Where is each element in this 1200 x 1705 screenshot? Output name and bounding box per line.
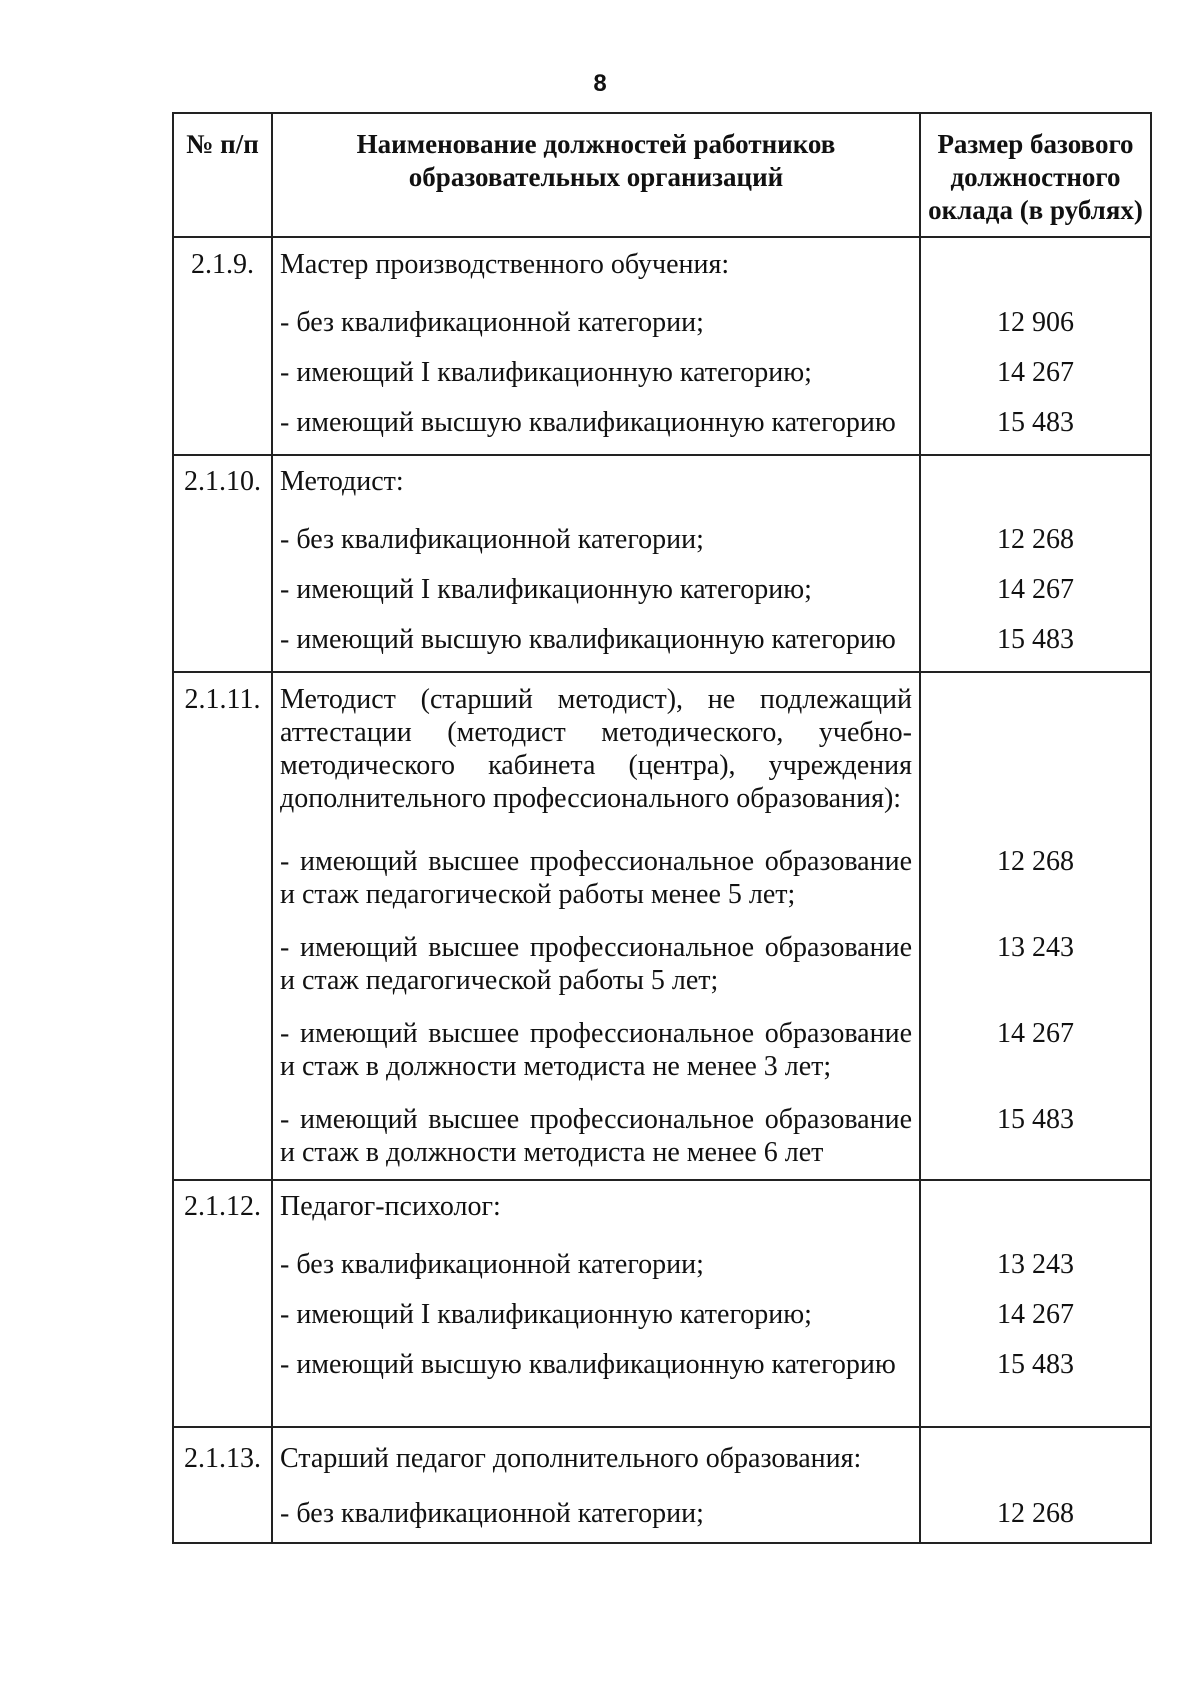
row-text: - имеющий I квалификационную категорию; xyxy=(272,573,920,623)
row-text: - имеющий I квалификационную категорию; xyxy=(272,1298,920,1348)
row-text: - имеющий высшую квалификационную категорию xyxy=(272,623,920,672)
group-title: Мастер производственного обучения: xyxy=(272,237,920,289)
table-row xyxy=(173,1103,1151,1180)
row-text: - без квалификационной категории; xyxy=(272,506,920,573)
group-title-row xyxy=(173,237,1151,289)
row-value: 12 906 xyxy=(920,289,1151,356)
row-value: 14 267 xyxy=(920,1017,1151,1103)
header-number: № п/п xyxy=(173,113,272,237)
table-row xyxy=(173,845,1151,931)
page-number: 8 xyxy=(593,70,607,97)
row-text: - имеющий высшее профессиональное образование и стаж педагогической работы 5 лет; xyxy=(272,931,920,1017)
group-title-row xyxy=(173,1427,1151,1483)
table-row xyxy=(173,1017,1151,1103)
row-value: 15 483 xyxy=(920,406,1151,455)
row-value: 13 243 xyxy=(920,1231,1151,1298)
group-title: Методист: xyxy=(272,455,920,506)
row-text: - без квалификационной категории; xyxy=(272,1483,920,1543)
table-row xyxy=(173,1298,1151,1348)
row-value: 15 483 xyxy=(920,1348,1151,1427)
group-title: Методист (старший методист), не подлежащий аттестации (методист методического, учебно-методического кабинета (центра), учреждения дополнительного профессионального образования): xyxy=(272,672,920,845)
group-title-row xyxy=(173,455,1151,506)
item-number: 2.1.10. xyxy=(173,455,272,506)
row-value: 12 268 xyxy=(920,1483,1151,1543)
item-number: 2.1.13. xyxy=(173,1427,272,1483)
row-value: 13 243 xyxy=(920,931,1151,1017)
table-row xyxy=(173,289,1151,356)
table-row xyxy=(173,573,1151,623)
item-number: 2.1.9. xyxy=(173,237,272,289)
row-value: 14 267 xyxy=(920,1298,1151,1348)
group-title: Старший педагог дополнительного образования: xyxy=(272,1427,920,1483)
row-text: - имеющий высшее профессиональное образование и стаж в должности методиста не менее 6 лет xyxy=(272,1103,920,1180)
item-number: 2.1.12. xyxy=(173,1180,272,1231)
item-number: 2.1.11. xyxy=(173,672,272,845)
row-text: - имеющий высшее профессиональное образование и стаж педагогической работы менее 5 лет; xyxy=(272,845,920,931)
row-text: - имеющий высшую квалификационную категорию xyxy=(272,1348,920,1427)
table-row xyxy=(173,1231,1151,1298)
header-base-salary: Размер базового должностного оклада (в рублях) xyxy=(920,113,1151,237)
header-position-name: Наименование должностей работников образовательных организаций xyxy=(272,113,920,237)
row-value: 12 268 xyxy=(920,845,1151,931)
row-value: 14 267 xyxy=(920,356,1151,406)
row-text: - без квалификационной категории; xyxy=(272,289,920,356)
group-title: Педагог-психолог: xyxy=(272,1180,920,1231)
row-value: 14 267 xyxy=(920,573,1151,623)
table-row xyxy=(173,406,1151,455)
row-text: - имеющий высшую квалификационную категорию xyxy=(272,406,920,455)
salary-table xyxy=(172,112,1152,1544)
row-text: - без квалификационной категории; xyxy=(272,1231,920,1298)
table-header-row xyxy=(173,113,1151,237)
table-row xyxy=(173,931,1151,1017)
table-row xyxy=(173,1348,1151,1427)
table-row xyxy=(173,506,1151,573)
table-row xyxy=(173,1483,1151,1543)
row-value: 15 483 xyxy=(920,623,1151,672)
table-row xyxy=(173,356,1151,406)
row-value: 12 268 xyxy=(920,506,1151,573)
row-value: 15 483 xyxy=(920,1103,1151,1180)
row-text: - имеющий высшее профессиональное образование и стаж в должности методиста не менее 3 лет; xyxy=(272,1017,920,1103)
row-text: - имеющий I квалификационную категорию; xyxy=(272,356,920,406)
group-title-row xyxy=(173,1180,1151,1231)
group-title-row xyxy=(173,672,1151,845)
table-row xyxy=(173,623,1151,672)
